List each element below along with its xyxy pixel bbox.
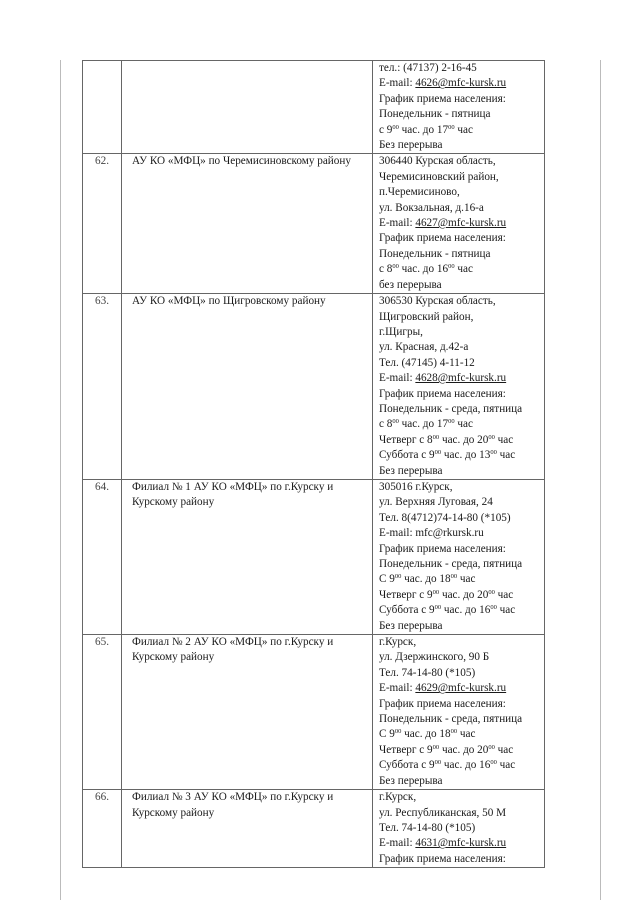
row-number: 62. <box>83 154 122 294</box>
contact-line: Понедельник - среда, пятница <box>379 402 523 415</box>
row-number: 63. <box>83 294 122 480</box>
contact-line: Без перерыва <box>379 774 443 787</box>
contact-line: Понедельник - пятница <box>379 108 491 121</box>
scan-edge-right <box>600 60 601 900</box>
contact-line: г.Щигры, <box>379 325 423 338</box>
table-row <box>83 790 545 868</box>
contact-line: Четверг с $9^{00}$ час. до $20^{00}$ час <box>379 743 514 756</box>
organization-name: АУ КО «МФЦ» по Черемисиновскому району <box>122 154 373 294</box>
contact-line: ул. Красная, д.42-а <box>379 341 469 354</box>
table-row <box>83 154 545 294</box>
contact-line: График приема населения: <box>379 232 506 245</box>
organization-name: Филиал № 3 АУ КО «МФЦ» по г.Курску и Курскому району <box>122 790 373 868</box>
contact-line: Понедельник - среда, пятница <box>379 713 523 726</box>
contact-line: График приема населения: <box>379 542 506 555</box>
contact-line: Суббота с $9^{00}$ час. до $16^{00}$ час <box>379 604 516 617</box>
contact-line: Четверг с $8^{00}$ час. до $20^{00}$ час <box>379 433 514 446</box>
row-number: 66. <box>83 790 122 868</box>
contact-line: График приема населения: <box>379 387 506 400</box>
contact-line: С $9^{00}$ час. до $18^{00}$ час <box>379 573 476 586</box>
contact-line: без перерыва <box>379 278 442 291</box>
contact-info <box>373 154 545 294</box>
organization-name: Филиал № 1 АУ КО «МФЦ» по г.Курску и Курскому району <box>122 479 373 634</box>
contact-line: ул. Дзержинского, 90 Б <box>379 651 490 664</box>
contact-line: Без перерыва <box>379 139 443 152</box>
contact-line: Тел. (47145) 4-11-12 <box>379 356 475 369</box>
contact-line: Без перерыва <box>379 464 443 477</box>
contact-line: с $8^{00}$ час. до $16^{00}$ час <box>379 263 473 276</box>
table-row <box>83 479 545 634</box>
contact-line: 306530 Курская область, <box>379 295 496 308</box>
contact-line: 306440 Курская область, <box>379 155 496 168</box>
row-number: 65. <box>83 635 122 790</box>
organization-name: АУ КО «МФЦ» по Щигровскому району <box>122 294 373 480</box>
organization-name: Филиал № 2 АУ КО «МФЦ» по г.Курску и Курскому району <box>122 635 373 790</box>
contact-line: Четверг с $9^{00}$ час. до $20^{00}$ час <box>379 588 514 601</box>
contact-line: E-mail: 4627@mfc-kursk.ru <box>379 217 507 230</box>
contact-line: Черемисиновский район, <box>379 170 499 183</box>
contact-info <box>373 635 545 790</box>
contact-line: E-mail: 4628@mfc-kursk.ru <box>379 372 507 385</box>
contact-line: График приема населения: <box>379 852 506 865</box>
contact-line: ул. Республиканская, 50 М <box>379 806 507 819</box>
contact-line: ул. Вокзальная, д.16-а <box>379 201 484 214</box>
contact-line: г.Курск, <box>379 791 417 804</box>
contact-info <box>373 790 545 868</box>
scan-edge-left <box>60 60 61 900</box>
contact-line: E-mail: 4629@mfc-kursk.ru <box>379 682 507 695</box>
contact-line: График приема населения: <box>379 92 506 105</box>
contact-line: Тел. 74-14-80 (*105) <box>379 821 476 834</box>
contact-line: Суббота с $9^{00}$ час. до $16^{00}$ час <box>379 759 516 772</box>
contact-line: График приема населения: <box>379 697 506 710</box>
contact-line: E-mail: 4626@mfc-kursk.ru <box>379 77 507 90</box>
contact-info <box>373 294 545 480</box>
table-row <box>83 294 545 480</box>
contact-line: Без перерыва <box>379 619 443 632</box>
contact-line: 305016 г.Курск, <box>379 480 453 493</box>
contact-line: с $8^{00}$ час. до $17^{00}$ час <box>379 418 473 431</box>
row-number <box>83 61 122 154</box>
row-number: 64. <box>83 479 122 634</box>
contact-line: Суббота с $9^{00}$ час. до $13^{00}$ час <box>379 449 516 462</box>
contact-info <box>373 61 545 154</box>
contact-line: с $9^{00}$ час. до $17^{00}$ час <box>379 123 473 136</box>
contact-line: тел.: (47137) 2-16-45 <box>379 62 477 74</box>
contact-line: E-mail: 4631@mfc-kursk.ru <box>379 837 507 850</box>
contact-line: E-mail: mfc@rkursk.ru <box>379 527 484 540</box>
organization-name <box>122 61 373 154</box>
contact-info <box>373 479 545 634</box>
contact-line: Понедельник - пятница <box>379 247 491 260</box>
contact-line: Понедельник - среда, пятница <box>379 558 523 570</box>
contact-line: п.Черемисиново, <box>379 186 460 199</box>
table-body <box>83 61 545 868</box>
contact-line: Щигровский район, <box>379 310 474 323</box>
contact-line: Тел. 74-14-80 (*105) <box>379 666 476 679</box>
table-row <box>83 61 545 154</box>
mfc-offices-table <box>82 60 545 868</box>
table-row <box>83 635 545 790</box>
contact-line: Тел. 8(4712)74-14-80 (*105) <box>379 511 511 524</box>
contact-line: ул. Верхняя Луговая, 24 <box>379 496 493 509</box>
contact-line: г.Курск, <box>379 636 417 649</box>
contact-line: С $9^{00}$ час. до $18^{00}$ час <box>379 728 476 741</box>
